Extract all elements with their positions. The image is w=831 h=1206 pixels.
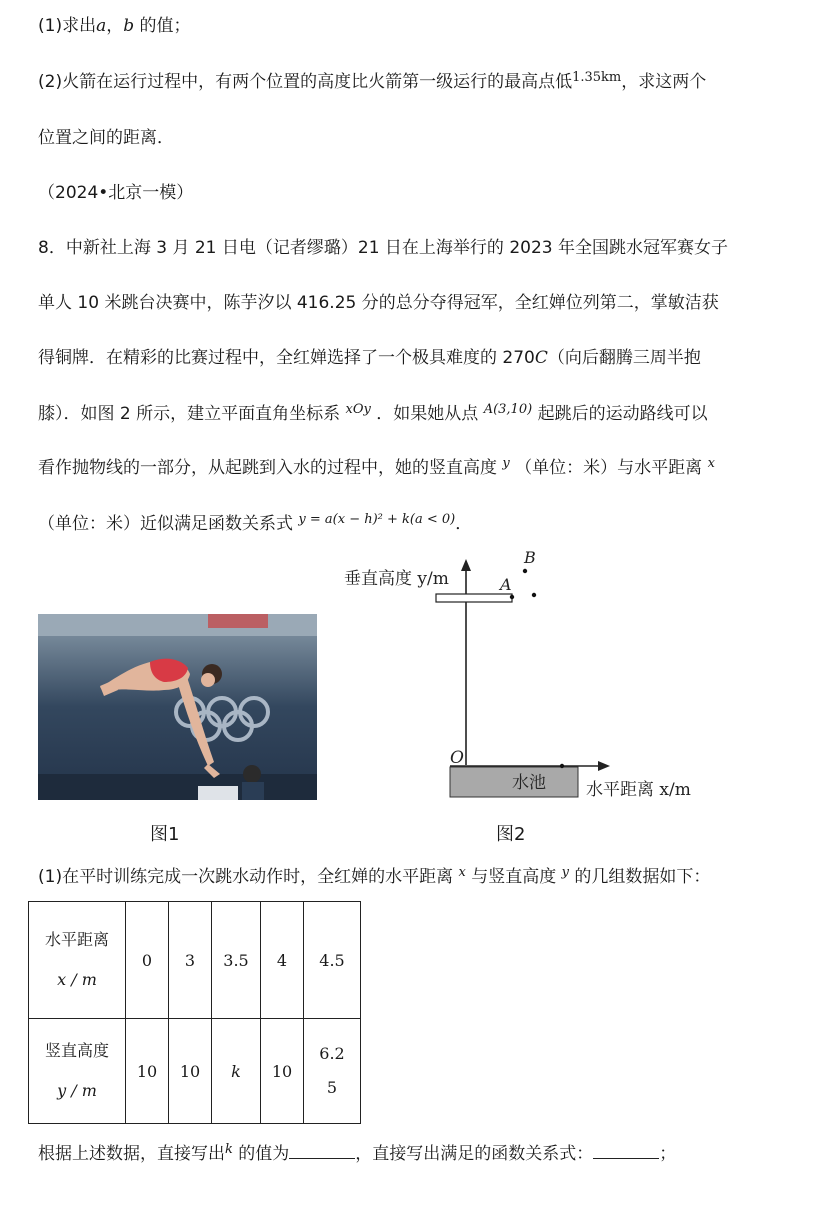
q1b-var-x: x <box>458 865 466 880</box>
table-cell: 0 <box>126 902 169 1019</box>
sub-question-1-line <box>38 865 710 891</box>
point-b-label: B <box>524 548 536 567</box>
final-question-line <box>38 1142 676 1168</box>
question-2-line-2: 位置之间的距离． <box>38 128 174 148</box>
entry-point <box>560 764 564 768</box>
header-vertical-text: 竖直高度 <box>44 1041 109 1060</box>
table-header-horizontal <box>29 902 126 1019</box>
header-horizontal-text: 水平距离 <box>44 930 109 949</box>
q1b-c: 的几组数据如下： <box>569 867 711 887</box>
q1b-b: 与竖直高度 <box>465 867 562 887</box>
point-b <box>523 569 527 573</box>
answer-blank-k[interactable] <box>289 1142 355 1159</box>
final-a: 根据上述数据，直接写出 <box>38 1144 225 1164</box>
var-x: x <box>707 456 715 471</box>
table-cell: k <box>212 1019 261 1124</box>
final-c: ，直接写出满足的函数关系式： <box>355 1144 594 1164</box>
p8-line3-b: （向后翻腾三周半抱 <box>547 348 701 368</box>
point-a-label: A <box>500 575 512 594</box>
problem-8-line-6 <box>38 512 472 538</box>
q1b-var-y: y <box>561 865 569 880</box>
q2-text-2: ，求这两个 <box>621 72 707 92</box>
point-a <box>510 595 514 599</box>
answer-blank-function[interactable] <box>593 1142 659 1159</box>
problem-8-line-4 <box>38 402 708 428</box>
figure-1-caption: 图1 <box>150 824 180 845</box>
question-1-line <box>38 14 191 38</box>
point-a-coords: A(3,10) <box>483 402 533 417</box>
p8-line4-c: 起跳后的运动路线可以 <box>532 404 708 424</box>
p8-line6-b: ． <box>455 514 473 534</box>
problem-8-line-1: 8．中新社上海 3 月 21 日电（记者缪璐）21 日在上海举行的 2023 年全国跳水冠军赛女子 <box>38 238 728 258</box>
diver-photo <box>38 614 317 800</box>
x-axis-arrow <box>598 761 610 771</box>
problem-8-line-3 <box>38 346 701 370</box>
diver-photo-illustration <box>38 614 317 800</box>
y-axis-label: 垂直高度 y/m <box>344 569 449 589</box>
final-var-k: k <box>225 1142 233 1157</box>
header-vertical-unit: y / m <box>57 1081 97 1100</box>
p8-line3-a: 得铜牌．在精彩的比赛过程中，全红婵选择了一个极具难度的 270 <box>38 348 535 368</box>
table-cell: 4 <box>261 902 304 1019</box>
table-header-vertical <box>29 1019 126 1124</box>
var-b: b <box>123 16 135 36</box>
p8-line4-a: 膝）．如图 2 所示，建立平面直角坐标系 <box>38 404 346 424</box>
table-cell: 4.5 <box>304 902 361 1019</box>
table-row-vertical <box>29 1019 361 1124</box>
xoy-symbol: xOy <box>345 402 371 417</box>
table-row-horizontal <box>29 902 361 1019</box>
point-c <box>532 593 536 597</box>
problem-8-line-5 <box>38 456 715 482</box>
table-cell: 10 <box>126 1019 169 1124</box>
x-axis-label: 水平距离 x/m <box>586 780 691 800</box>
final-b: 的值为 <box>232 1144 290 1164</box>
q1-tail: 的值； <box>134 16 191 36</box>
q2-text-1: (2)火箭在运行过程中，有两个位置的高度比火箭第一级运行的最高点低 <box>38 72 573 92</box>
table-cell <box>304 1019 361 1124</box>
p8-line4-b: ．如果她从点 <box>370 404 484 424</box>
question-2-line <box>38 70 706 96</box>
cell-last-line1: 6.2 <box>319 1044 345 1063</box>
p8-line5-b: （单位：米）与水平距离 <box>509 458 708 478</box>
table-cell: 10 <box>169 1019 212 1124</box>
origin-label: O <box>450 748 464 768</box>
figure-2-caption: 图2 <box>496 824 526 845</box>
p8-line3-c: C <box>534 348 548 368</box>
function-formula: y = a(x − h)² + k(a < 0) <box>298 512 456 527</box>
coordinate-diagram <box>340 545 720 810</box>
cell-last-line2: 5 <box>326 1078 338 1097</box>
source-tag: （2024•北京一模） <box>38 183 194 203</box>
var-a: a <box>96 16 107 36</box>
table-cell: 3.5 <box>212 902 261 1019</box>
data-table <box>28 901 361 1124</box>
pool-label: 水池 <box>512 773 546 793</box>
table-cell: 3 <box>169 902 212 1019</box>
header-horizontal-unit: x / m <box>57 970 97 989</box>
q1-label: (1)求出 <box>38 16 97 36</box>
var-y: y <box>502 456 510 471</box>
diving-platform <box>436 594 512 602</box>
table-cell: 10 <box>261 1019 304 1124</box>
p8-line6-a: （单位：米）近似满足函数关系式 <box>38 514 299 534</box>
q1b-a: (1)在平时训练完成一次跳水动作时，全红婵的水平距离 <box>38 867 459 887</box>
final-d: ； <box>659 1144 677 1164</box>
y-axis-arrow <box>461 559 471 571</box>
q2-value: 1.35km <box>572 70 622 85</box>
p8-line5-a: 看作抛物线的一部分，从起跳到入水的过程中，她的竖直高度 <box>38 458 503 478</box>
diagram-svg <box>340 545 720 810</box>
q1-comma: ， <box>106 16 124 36</box>
problem-8-line-2: 单人 10 米跳台决赛中，陈芋汐以 416.25 分的总分夺得冠军，全红婵位列第二，掌敏洁获 <box>38 293 719 313</box>
